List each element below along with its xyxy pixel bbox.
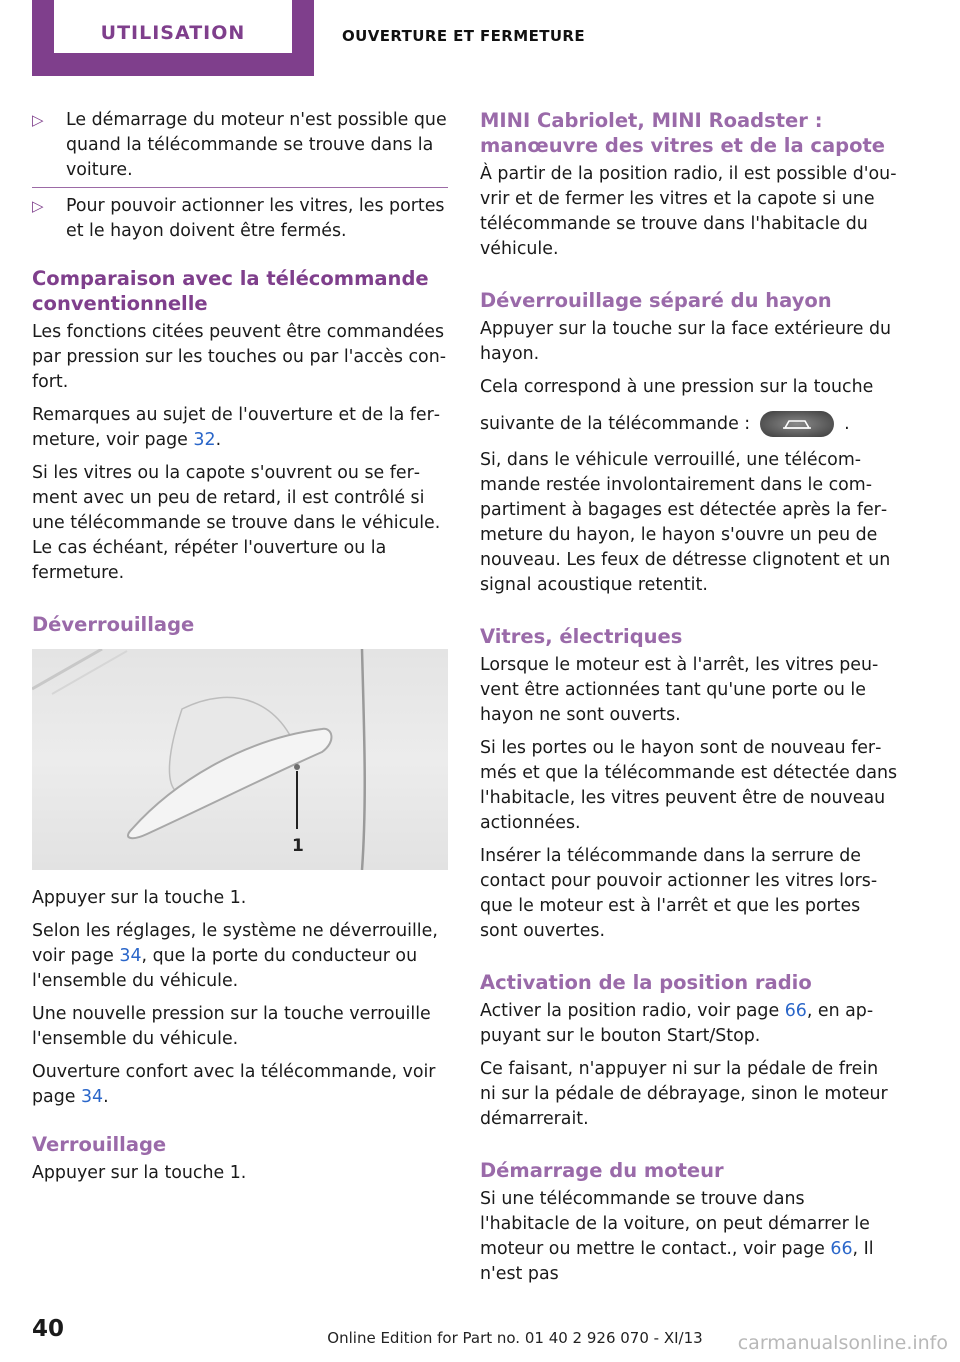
page-link[interactable]: 34 [119, 946, 142, 966]
tailgate-key-icon [760, 411, 834, 437]
bullet-item [32, 108, 448, 183]
bullet-text: Pour pouvoir actionner les vitres, les portes et le hayon doivent être fermés. [66, 196, 445, 241]
paragraph: suivante de la télécommande : . [480, 408, 898, 440]
paragraph: Lorsque le moteur est à l'arrêt, les vitres peuvent être actionnées tant qu'une porte ou le hayon ne sont ouverts. [480, 655, 879, 725]
paragraph: Si les vitres ou la capote s'ouvrent ou se ferment avec un peu de retard, il est contrôlé si une télécommande se trouve dans le véhicule. Le cas échéant, répéter l'ouverture ou la fermeture. [32, 463, 441, 583]
right-column [480, 108, 898, 1295]
paragraph: Ce faisant, n'appuyer ni sur la pédale de frein ni sur la pédale de débrayage, sinon le moteur démarrerait. [480, 1059, 888, 1129]
heading-cabrio: MINI Cabriolet, MINI Roadster : manœuvre des vitres et de la capote [480, 109, 886, 157]
paragraph: Si, dans le véhicule verrouillé, une télécommande restée involontairement dans le compartiment à bagages est détectée après la fermeture du hayon, le hayon s'ouvre un peu de nouveau. Les feux de détresse clignotent et un signal acoustique retentit. [480, 450, 891, 595]
page-link[interactable]: 34 [80, 1087, 104, 1107]
paragraph: Cela correspond à une pression sur la touche [480, 377, 874, 397]
header-tab-label: UTILISATION [100, 22, 246, 44]
paragraph: Une nouvelle pression sur la touche verrouille l'ensemble du véhicule. [32, 1004, 431, 1049]
paragraph: Activer la position radio, voir page 66, en appuyant sur le bouton Start/Stop. [480, 1001, 874, 1046]
triangle-right-icon: ▷ [32, 197, 44, 215]
page-link[interactable]: 32 [193, 430, 216, 450]
paragraph: Remarques au sujet de l'ouverture et de la fermeture, voir page 32. [32, 405, 441, 450]
paragraph: Selon les réglages, le système ne déverrouille, voir page 34, que la porte du conducteur ou l'ensemble du véhicule. [32, 921, 438, 991]
page-number: 40 [32, 1316, 65, 1342]
divider [32, 187, 448, 188]
triangle-right-icon: ▷ [32, 111, 44, 129]
page-link[interactable]: 66 [830, 1239, 853, 1259]
paragraph: Appuyer sur la touche 1. [32, 888, 247, 908]
paragraph: Appuyer sur la touche 1. [32, 1163, 247, 1183]
watermark: carmanualsonline.info [737, 1332, 948, 1354]
heading-locking: Verrouillage [32, 1133, 167, 1156]
heading-radio: Activation de la position radio [480, 971, 812, 994]
paragraph: Insérer la télécommande dans la serrure de contact pour pouvoir actionner les vitres lorsque le moteur est à l'arrêt et que les portes sont ouvertes. [480, 846, 878, 941]
footer-edition: Online Edition for Part no. 01 40 2 926 070 - XI/13 [327, 1329, 703, 1347]
heading-tailgate: Déverrouillage séparé du hayon [480, 289, 832, 312]
figure-callout-1: 1 [292, 836, 304, 856]
header-tab-inner [54, 0, 292, 53]
left-column [32, 108, 448, 1194]
paragraph: Ouverture confort avec la télécommande, voir page 34. [32, 1062, 436, 1107]
paragraph: Les fonctions citées peuvent être commandées par pression sur les touches ou par l'accès confort. [32, 322, 447, 392]
paragraph: Appuyer sur la touche sur la face extérieure du hayon. [480, 319, 892, 364]
door-handle-illustration [32, 649, 448, 870]
page-link[interactable]: 66 [784, 1001, 807, 1021]
header-tab [32, 0, 314, 76]
paragraph: À partir de la position radio, il est possible d'ouvrir et de fermer les vitres et la capote si une télécommande se trouve dans l'habitacle du véhicule. [480, 164, 897, 259]
bullet-text: Le démarrage du moteur n'est possible que quand la télécommande se trouve dans la voiture. [66, 110, 447, 180]
section-title: OUVERTURE ET FERMETURE [342, 27, 586, 45]
heading-windows: Vitres, électriques [480, 625, 683, 648]
heading-start: Démarrage du moteur [480, 1159, 724, 1182]
heading-unlocking: Déverrouillage [32, 613, 195, 636]
paragraph: Si une télécommande se trouve dans l'habitacle de la voiture, on peut démarrer le moteur ou mettre le contact., voir page 66, Il n'est pas [480, 1189, 874, 1284]
bullet-item [32, 194, 448, 244]
door-handle-drawing [32, 649, 448, 870]
heading-comparison: Comparaison avec la télécommande conventionnelle [32, 267, 429, 315]
paragraph: Si les portes ou le hayon sont de nouveau fermés et que la télécommande est détectée dans l'habitacle, les vitres peuvent être de nouveau actionnées. [480, 738, 898, 833]
